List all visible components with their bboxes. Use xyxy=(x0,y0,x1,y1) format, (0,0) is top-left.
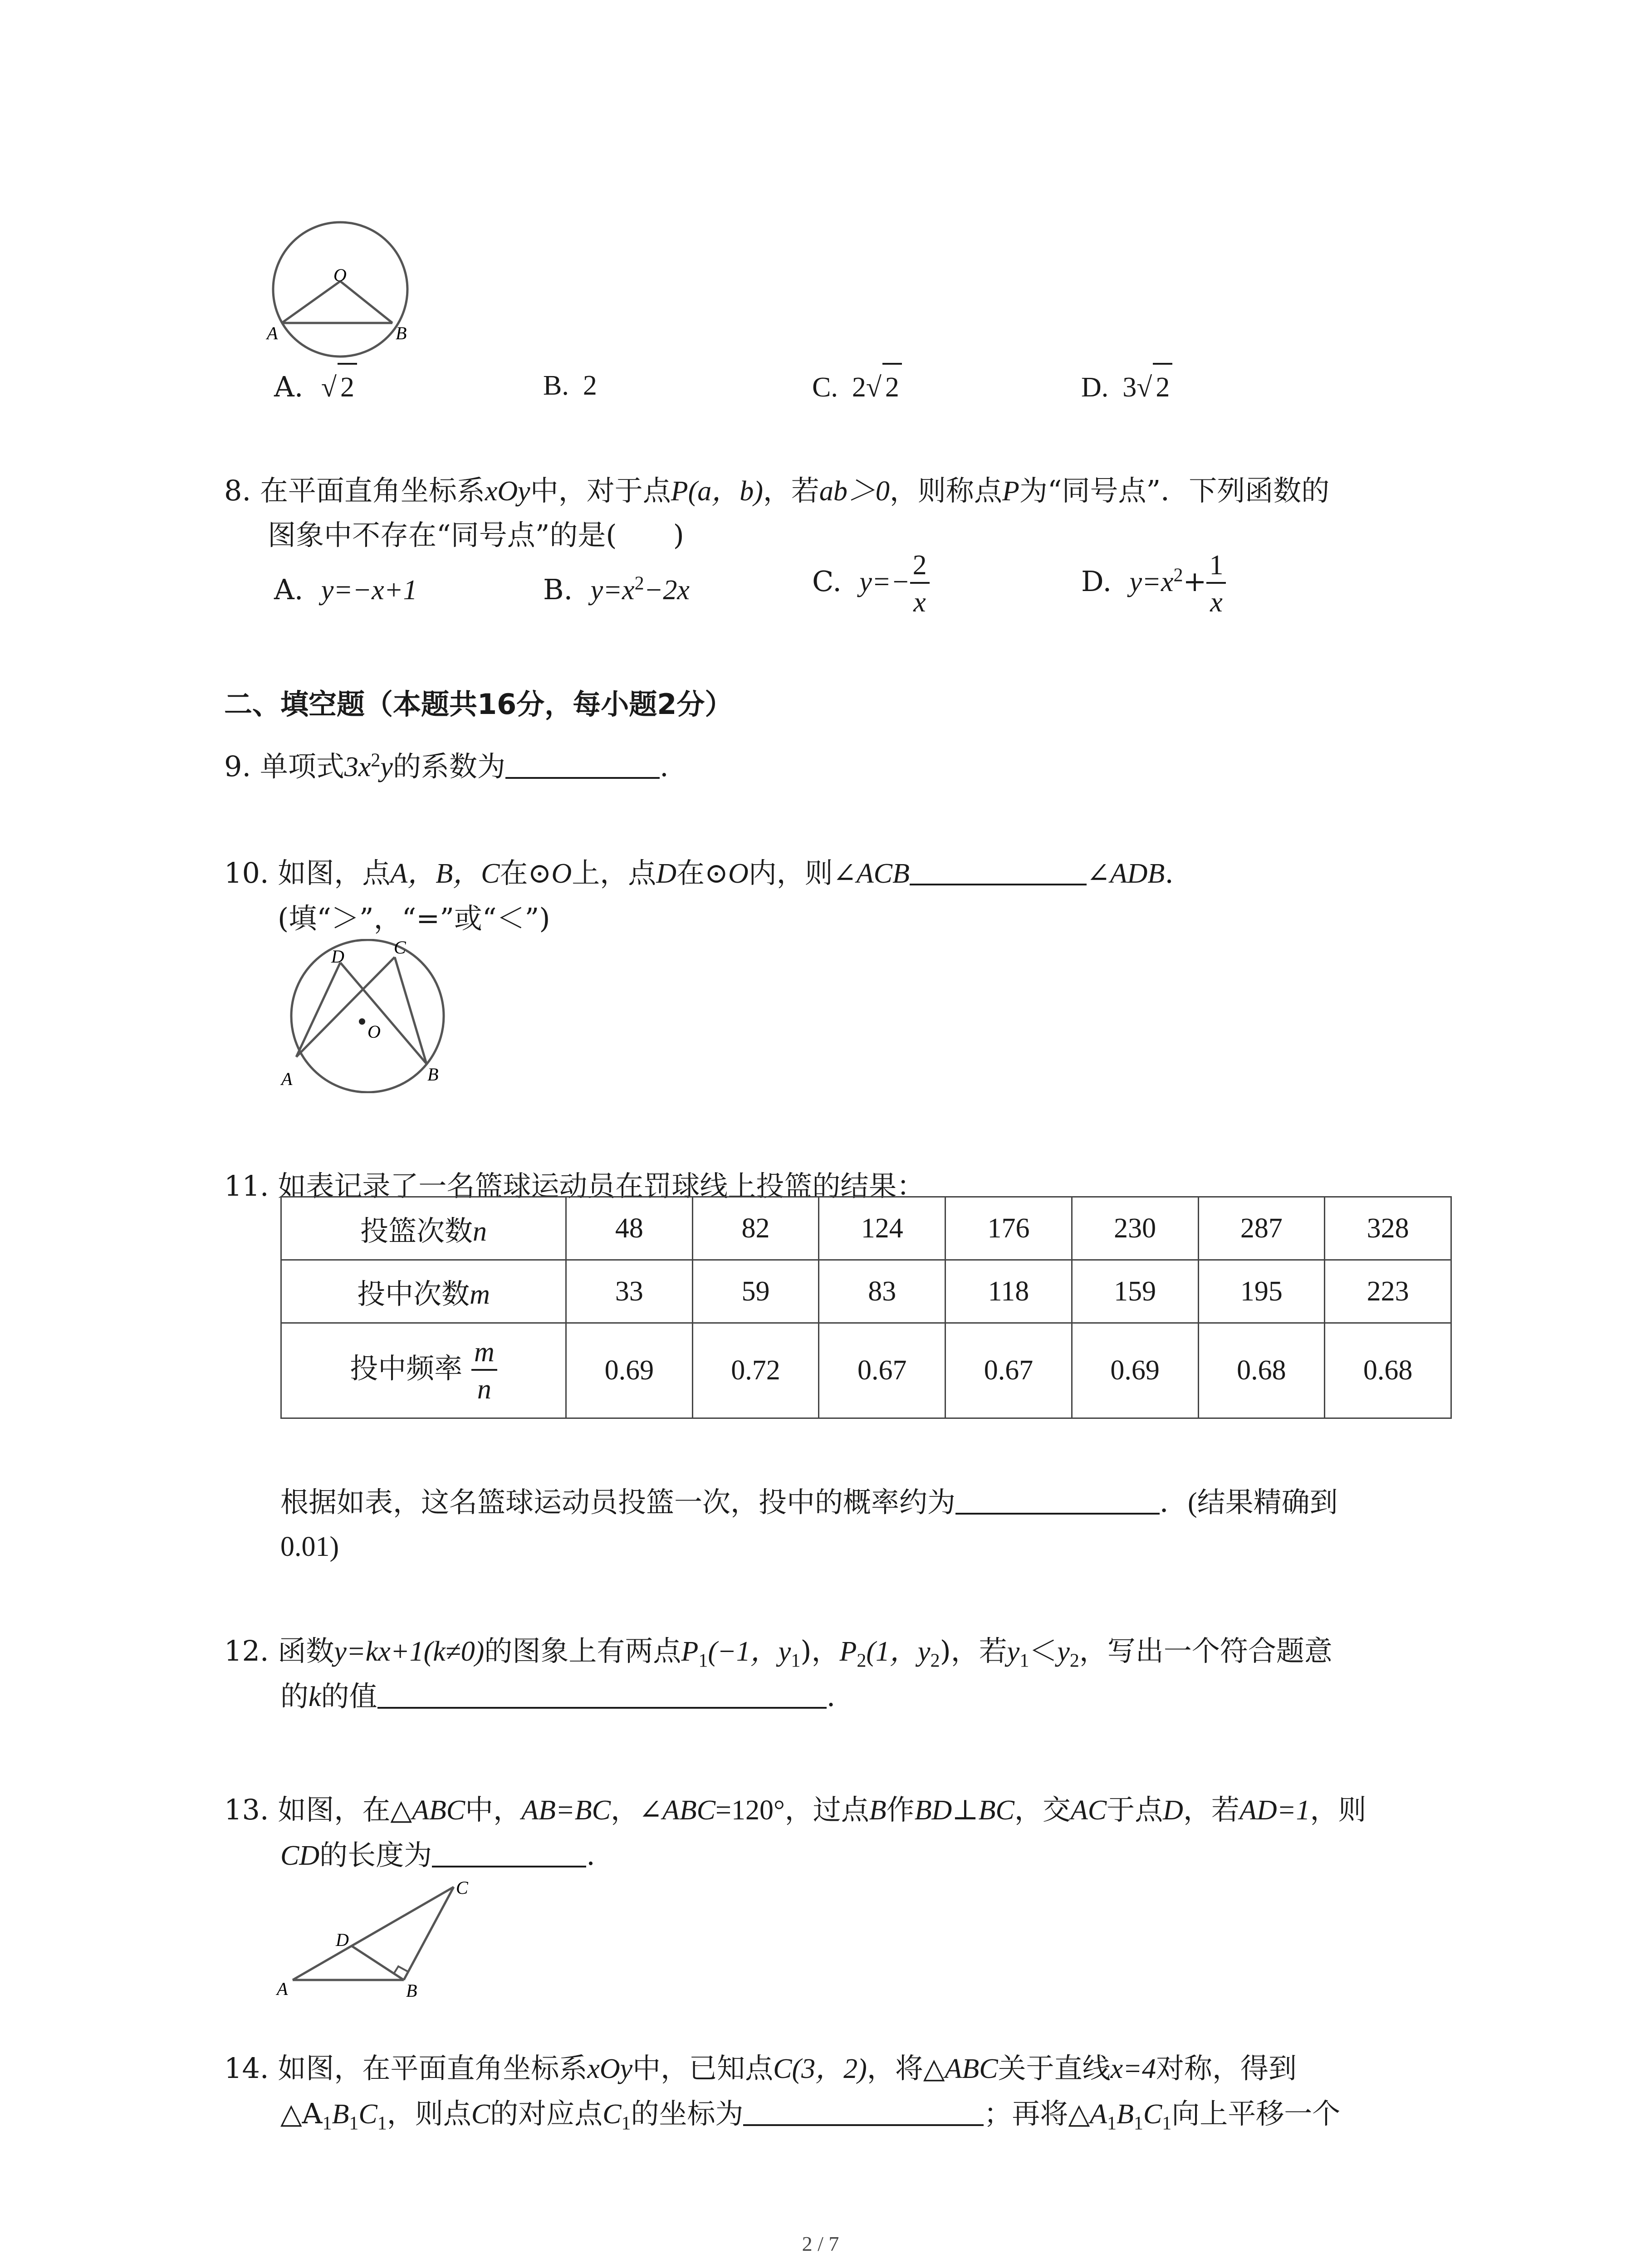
table-cell: 0.67 xyxy=(819,1323,945,1418)
q14-line2: $\triangle A_1B_1C_1$，则点C的对应点$C_1$的坐标为 ；再将$\triangle A_1B_1C_1$向上平移一个 xyxy=(280,2097,1341,2134)
q10-line2: (填“＞”，“=”或“＜”) xyxy=(278,902,550,935)
q13-figure xyxy=(272,1878,472,2000)
q7-option-c: C. 2√ 2 xyxy=(812,363,902,410)
q8-option-c: C. y=− $\frac{2}{x}$ xyxy=(812,551,930,616)
q12-line2: 的k的值 . xyxy=(280,1680,836,1713)
sqrt-icon: √ 2 xyxy=(1136,363,1172,410)
table-cell: 223 xyxy=(1325,1260,1451,1323)
q13-label-a: A xyxy=(277,1979,288,1999)
table-row-label: 投篮次数n xyxy=(281,1197,566,1260)
q7-figure xyxy=(263,218,417,358)
q7-option-b: B. 2 xyxy=(543,370,597,401)
table-cell: 0.72 xyxy=(692,1323,819,1418)
table-cell: 124 xyxy=(819,1197,945,1260)
table-cell: 230 xyxy=(1072,1197,1198,1260)
table-row xyxy=(281,1260,1451,1323)
q11-after-2: 0.01) xyxy=(280,1531,339,1562)
table-cell: 0.69 xyxy=(566,1323,693,1418)
table-row-label: 投中频率 $\frac{m}{n}$ xyxy=(281,1323,566,1418)
q10-line1: 10. 如图，点A，B，C在⊙O上，点D在⊙O内，则∠ACB ∠ADB. xyxy=(224,856,1174,890)
answer-blank[interactable] xyxy=(505,750,660,779)
table-cell: 0.68 xyxy=(1198,1323,1325,1418)
answer-blank[interactable] xyxy=(910,856,1087,885)
table-cell: 328 xyxy=(1325,1197,1451,1260)
q11-text: 11. 如表记录了一名篮球运动员在罚球线上投篮的结果： xyxy=(224,1169,925,1202)
table-cell: 33 xyxy=(566,1260,693,1323)
q8-option-a: A. y=−x+1 xyxy=(274,573,417,606)
q13-line1: 13. 如图，在△ABC中，AB=BC，∠ABC=120°，过点B作BD⊥BC，交AC于点D，若AD=1，则 xyxy=(224,1793,1367,1826)
table-cell: 195 xyxy=(1198,1260,1325,1323)
table-cell: 82 xyxy=(692,1197,819,1260)
table-cell: 159 xyxy=(1072,1260,1198,1323)
q11-after: 根据如表，这名篮球运动员投篮一次，投中的概率约为 ．(结果精确到 xyxy=(280,1486,1338,1519)
q7-option-d: D. 3√ 2 xyxy=(1081,363,1172,410)
q14-line1: 14. 如图，在平面直角坐标系xOy中，已知点C(3，2)，将△ABC关于直线x=4对称，得到 xyxy=(224,2052,1297,2085)
section-heading: 二、填空题（本题共16分，每小题2分） xyxy=(224,688,733,721)
q7-label-b: B xyxy=(396,323,407,343)
table-cell: 59 xyxy=(692,1260,819,1323)
sqrt-icon: √ 2 xyxy=(866,363,902,410)
q8-option-d: D. $y=x^2+$ $\frac{1}{x}$ xyxy=(1081,551,1226,616)
table-row xyxy=(281,1197,1451,1260)
table-row-label: 投中次数m xyxy=(281,1260,566,1323)
q7-label-a: A xyxy=(267,323,278,343)
q8-line1: 8. 在平面直角坐标系xOy中，对于点P(a，b)，若ab＞0，则称点P为“同号点”．下列函数的 xyxy=(224,474,1330,507)
table-cell: 83 xyxy=(819,1260,945,1323)
q13-label-b: B xyxy=(406,1980,417,2000)
q7-option-a: A. √ 2 xyxy=(274,363,357,410)
q10-figure xyxy=(272,939,463,1093)
answer-blank[interactable] xyxy=(432,1838,586,1867)
q10-label-c: C xyxy=(394,939,406,958)
table-cell: 287 xyxy=(1198,1197,1325,1260)
q8-line2: 图象中不存在“同号点”的是( ) xyxy=(268,518,684,552)
answer-blank[interactable] xyxy=(377,1680,827,1709)
q11-table xyxy=(280,1196,1452,1419)
q13-label-d: D xyxy=(336,1930,349,1950)
answer-blank[interactable] xyxy=(955,1486,1160,1515)
q10-label-b: B xyxy=(427,1064,439,1085)
table-cell: 0.67 xyxy=(945,1323,1072,1418)
q12-line1: 12. 函数y=kx+1(k≠0)的图象上有两点$P_1(-1$，$y_1$)，$P_2(1$，$y_2$)，若$y_1<y_2$，写出一个符合题意 xyxy=(224,1634,1332,1672)
q10-label-d: D xyxy=(331,946,344,967)
q13-line2: CD的长度为 . xyxy=(280,1838,595,1872)
table-cell: 176 xyxy=(945,1197,1072,1260)
table-cell: 0.69 xyxy=(1072,1323,1198,1418)
q7-label-o: O xyxy=(333,265,347,285)
q10-label-a: A xyxy=(281,1069,293,1089)
sqrt-icon: √ 2 xyxy=(321,363,357,410)
q10-label-o: O xyxy=(367,1022,381,1042)
q13-label-c: C xyxy=(456,1878,468,1898)
q9: 9. 单项式$3x^2y$的系数为 . xyxy=(224,750,669,783)
page-number: 2 / 7 xyxy=(802,2232,839,2255)
answer-blank[interactable] xyxy=(743,2097,984,2126)
q8-option-b: B. $y=x^2-2x$ xyxy=(543,573,690,606)
table-cell: 0.68 xyxy=(1325,1323,1451,1418)
table-cell: 48 xyxy=(566,1197,693,1260)
table-row xyxy=(281,1323,1451,1418)
table-cell: 118 xyxy=(945,1260,1072,1323)
